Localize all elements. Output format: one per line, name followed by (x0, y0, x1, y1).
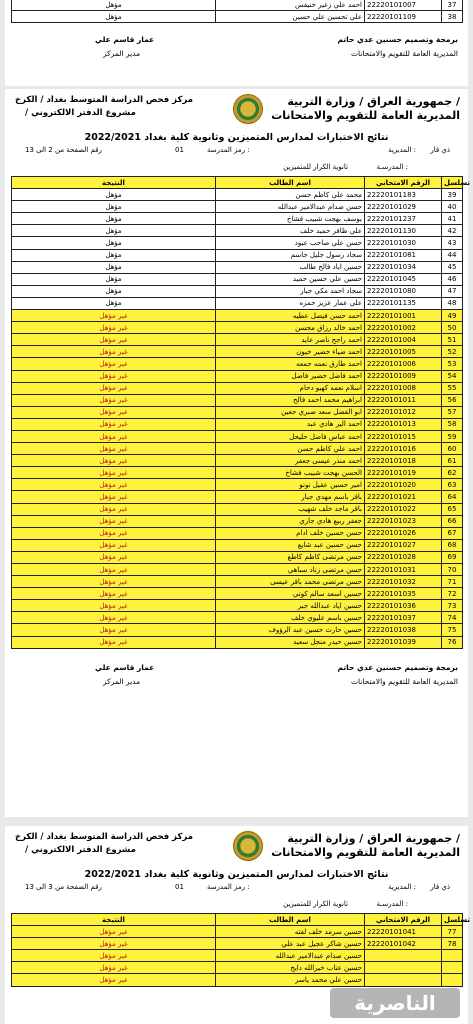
manager-title: مدير المركز (103, 676, 141, 686)
project-title: / مشروع الدفتر الالكتروني (25, 108, 136, 118)
result-cell: غير مؤهل (12, 527, 216, 539)
student-name-cell: يوسف بهجت شبيب فشاخ (216, 213, 365, 225)
table-row (12, 0, 463, 11)
table-row (12, 334, 463, 346)
results-title: نتائج الاختبارات لمدارس المتميزين وثانوية كلية بغداد 2022/2021 (84, 132, 389, 143)
student-name-cell: حسن مرتضى زناد سباهي (216, 564, 365, 576)
page-number: رقم الصفحة من 2 الى 13 (25, 146, 102, 154)
sequence-cell (442, 974, 463, 986)
student-name-cell: احمد عباس فاضل حليحل (216, 430, 365, 442)
sequence-cell: 62 (442, 467, 463, 479)
student-name-cell: علي عمار عزيز حمزه (216, 297, 365, 309)
table-row (12, 467, 463, 479)
exam-number-cell: 22220101009 (365, 370, 442, 382)
student-name-cell: ابراهيم محمد احمد فالح (216, 394, 365, 406)
sequence-cell: 44 (442, 249, 463, 261)
student-name-cell: حسن حسين عبد شايع (216, 539, 365, 551)
student-name-cell: احمد طارق نعمه جمعه (216, 358, 365, 370)
exam-number-cell: 22220101004 (365, 334, 442, 346)
exam-number-cell: 22220101034 (365, 261, 442, 273)
student-name-cell: حسين شاكر عجيل عبد علي (216, 938, 365, 950)
exam-number-cell: 22220101081 (365, 249, 442, 261)
result-cell: غير مؤهل (12, 346, 216, 358)
ministry-logo-icon (233, 831, 263, 861)
table-header-row (12, 177, 463, 189)
result-cell: غير مؤهل (12, 479, 216, 491)
table-row (12, 527, 463, 539)
student-name-cell: احمد الير هادي عبد (216, 418, 365, 430)
result-cell: غير مؤهل (12, 334, 216, 346)
exam-number-cell: 22220101036 (365, 600, 442, 612)
table-row (12, 225, 463, 237)
table-row (12, 346, 463, 358)
table-row (12, 370, 463, 382)
directorate-text: المديرية العامة للتقويم والامتحانات (350, 676, 458, 686)
result-cell: غير مؤهل (12, 443, 216, 455)
exam-number-cell: 22220101016 (365, 443, 442, 455)
result-cell: غير مؤهل (12, 539, 216, 551)
exam-number-cell (365, 950, 442, 962)
table-row (12, 551, 463, 563)
result-cell: غير مؤهل (12, 962, 216, 974)
column-header-name: اسم الطالب (216, 177, 365, 189)
page-footer (5, 31, 468, 61)
exam-number-cell: 22220101022 (365, 503, 442, 515)
exam-number-cell: 22220101080 (365, 285, 442, 297)
exam-number-cell: 22220101028 (365, 551, 442, 563)
result-cell: مؤهل (12, 261, 216, 273)
result-cell: غير مؤهل (12, 926, 216, 938)
sequence-cell: 65 (442, 503, 463, 515)
column-header-exam-number: الرقم الامتحاني (365, 914, 442, 926)
student-name-cell: باقر ماجد خلف شهيب (216, 503, 365, 515)
directorate-label: المديرية : (388, 883, 416, 891)
result-cell: غير مؤهل (12, 418, 216, 430)
result-cell: غير مؤهل (12, 430, 216, 442)
sequence-cell: 61 (442, 455, 463, 467)
sequence-cell: 40 (442, 201, 463, 213)
result-cell: غير مؤهل (12, 612, 216, 624)
sequence-cell: 48 (442, 297, 463, 309)
result-cell: غير مؤهل (12, 406, 216, 418)
sequence-cell: 69 (442, 551, 463, 563)
sequence-cell: 77 (442, 926, 463, 938)
student-name-cell: حسين اسعد سالم كوتي (216, 588, 365, 600)
exam-number-cell: 22220101005 (365, 346, 442, 358)
exam-number-cell: 22220101045 (365, 273, 442, 285)
table-row (12, 479, 463, 491)
result-cell: غير مؤهل (12, 564, 216, 576)
student-name-cell: سجاد رسول جليل جاسم (216, 249, 365, 261)
column-header-result: النتيجة (12, 914, 216, 926)
page-footer (5, 659, 468, 689)
sequence-cell: 60 (442, 443, 463, 455)
result-cell: غير مؤهل (12, 455, 216, 467)
table-row (12, 382, 463, 394)
sequence-cell: 49 (442, 310, 463, 322)
exam-number-cell: 22220101002 (365, 322, 442, 334)
result-cell: غير مؤهل (12, 394, 216, 406)
school-label: المدرسـة : (376, 900, 408, 908)
table-row (12, 962, 463, 974)
school-code-label: رمز المدرسة : (207, 883, 250, 891)
manager-name: عمار قاسم علي (95, 35, 155, 45)
designer-credit: برمجة وتصميم حسنين عدي حاتم (337, 35, 458, 45)
result-cell: غير مؤهل (12, 551, 216, 563)
sheet-page-2 (5, 89, 468, 817)
designer-credit: برمجة وتصميم حسنين عدي حاتم (337, 662, 458, 672)
exam-number-cell: 22220101023 (365, 515, 442, 527)
table-row (12, 322, 463, 334)
sequence-cell: 52 (442, 346, 463, 358)
exam-number-cell: 22220101011 (365, 394, 442, 406)
result-cell: مؤهل (12, 0, 216, 11)
school-value: ثانوية الكرار للمتميزين (283, 163, 348, 171)
student-name-cell: محمد علي كاظم حسن (216, 189, 365, 201)
table-row (12, 249, 463, 261)
table-row (12, 213, 463, 225)
student-name-cell: حسين اياد فالح طالب (216, 261, 365, 273)
result-cell: مؤهل (12, 273, 216, 285)
table-row (12, 310, 463, 322)
sequence-cell: 70 (442, 564, 463, 576)
school-label: المدرسـة : (376, 163, 408, 171)
exam-number-cell: 22220101029 (365, 201, 442, 213)
sequence-cell: 58 (442, 418, 463, 430)
exam-number-cell: 22220101135 (365, 297, 442, 309)
result-cell: غير مؤهل (12, 938, 216, 950)
sequence-cell: 45 (442, 261, 463, 273)
table-row (12, 443, 463, 455)
table-row (12, 576, 463, 588)
exam-number-cell: 22220101109 (365, 11, 442, 23)
sequence-cell: 67 (442, 527, 463, 539)
result-cell: غير مؤهل (12, 588, 216, 600)
table-row (12, 491, 463, 503)
student-name-cell: احمد حسن فيصل عطيه (216, 310, 365, 322)
exam-number-cell: 22220101013 (365, 418, 442, 430)
sequence-cell: 71 (442, 576, 463, 588)
student-name-cell: احمد علي زغير خنيفس (216, 0, 365, 11)
result-cell: غير مؤهل (12, 322, 216, 334)
student-name-cell: حسين صدام عبدالامير عبدالله (216, 950, 365, 962)
student-name-cell: باقر باسم مهدي جبار (216, 491, 365, 503)
student-name-cell: الحسن بهجت شبيب فشاخ (216, 467, 365, 479)
result-cell: مؤهل (12, 237, 216, 249)
manager-title: مدير المركز (103, 49, 141, 59)
table-row (12, 564, 463, 576)
center-title: مركز فحص الدراسة المتوسط بغداد / الكرخ (15, 95, 193, 105)
student-name-cell: حسن حسين خلف ادام (216, 527, 365, 539)
sequence-cell: 72 (442, 588, 463, 600)
sequence-cell: 46 (442, 273, 463, 285)
result-cell: غير مؤهل (12, 467, 216, 479)
student-name-cell: حسن صدام عبدالامير عبدالله (216, 201, 365, 213)
exam-number-cell: 22220101007 (365, 0, 442, 11)
table-row (12, 201, 463, 213)
table-row (12, 636, 463, 648)
republic-title: جمهورية العراق / وزارة التربية / (287, 832, 460, 845)
exam-number-cell: 22220101001 (365, 310, 442, 322)
table-row (12, 261, 463, 273)
table-row (12, 539, 463, 551)
table-row (12, 515, 463, 527)
student-name-cell: سجاد احمد مكي جبار (216, 285, 365, 297)
result-cell: غير مؤهل (12, 370, 216, 382)
sequence-cell: 53 (442, 358, 463, 370)
table-row (12, 394, 463, 406)
student-name-cell: امير حسين عقيل نونو (216, 479, 365, 491)
table-row (12, 503, 463, 515)
result-cell: غير مؤهل (12, 503, 216, 515)
sequence-cell: 47 (442, 285, 463, 297)
result-cell: مؤهل (12, 297, 216, 309)
table-row (12, 285, 463, 297)
school-code-value: 01 (175, 883, 184, 891)
exam-number-cell: 22220101032 (365, 576, 442, 588)
table-row (12, 938, 463, 950)
results-title: نتائج الاختبارات لمدارس المتميزين وثانوية كلية بغداد 2022/2021 (84, 869, 389, 880)
result-cell: غير مؤهل (12, 310, 216, 322)
column-header-exam-number: الرقم الامتحاني (365, 177, 442, 189)
table-row (12, 455, 463, 467)
student-name-cell: علي ظافر حميد خلف (216, 225, 365, 237)
student-name-cell: حسين سرمد خلف لفته (216, 926, 365, 938)
result-cell: مؤهل (12, 201, 216, 213)
exam-number-cell: 22220101008 (365, 382, 442, 394)
student-name-cell: ابو الفضل سعد صبري جعين (216, 406, 365, 418)
directorate-label: المديرية : (388, 146, 416, 154)
table-row (12, 237, 463, 249)
sequence-cell (442, 950, 463, 962)
student-name-cell: احمد منذر عيسى جعفر (216, 455, 365, 467)
result-cell: غير مؤهل (12, 950, 216, 962)
sequence-cell: 74 (442, 612, 463, 624)
project-title: / مشروع الدفتر الالكتروني (25, 845, 136, 855)
exam-number-cell: 22220101020 (365, 479, 442, 491)
exam-number-cell: 22220101026 (365, 527, 442, 539)
exam-number-cell: 22220101019 (365, 467, 442, 479)
student-name-cell: حسين علي حسين حميد (216, 273, 365, 285)
result-cell: مؤهل (12, 285, 216, 297)
watermark-logo: الناصرية (330, 988, 460, 1018)
sequence-cell: 66 (442, 515, 463, 527)
student-name-cell: حسن علي صاحب عبود (216, 237, 365, 249)
table-row (12, 588, 463, 600)
sequence-cell: 37 (442, 0, 463, 11)
student-name-cell: حسين حيدر منجل سعيد (216, 636, 365, 648)
exam-number-cell: 22220101130 (365, 225, 442, 237)
sheet-page-3 (5, 826, 468, 1024)
table-row (12, 418, 463, 430)
sequence-cell: 73 (442, 600, 463, 612)
exam-number-cell (365, 974, 442, 986)
sequence-cell: 51 (442, 334, 463, 346)
results-table (11, 176, 470, 649)
exam-number-cell: 22220101038 (365, 624, 442, 636)
result-cell: مؤهل (12, 11, 216, 23)
exam-number-cell: 22220101237 (365, 213, 442, 225)
exam-number-cell: 22220101041 (365, 926, 442, 938)
directorate-title: المديرية العامة للتقويم والامتحانات (271, 109, 460, 122)
manager-name: عمار قاسم علي (95, 662, 155, 672)
table-row (12, 926, 463, 938)
sheet-page-1-tail (5, 0, 468, 86)
result-cell: غير مؤهل (12, 974, 216, 986)
results-table (11, 0, 463, 23)
table-row (12, 624, 463, 636)
result-cell: مؤهل (12, 225, 216, 237)
sequence-cell: 55 (442, 382, 463, 394)
sequence-cell: 42 (442, 225, 463, 237)
sequence-cell: 54 (442, 370, 463, 382)
table-row (12, 358, 463, 370)
student-name-cell: حسن مرتضى كاظم كاطع (216, 551, 365, 563)
result-cell: مؤهل (12, 189, 216, 201)
directorate-title: المديرية العامة للتقويم والامتحانات (271, 846, 460, 859)
sequence-cell: 57 (442, 406, 463, 418)
student-name-cell: حسين علي محمد ياسر (216, 974, 365, 986)
student-name-cell: احمد خالد رزاق محسن (216, 322, 365, 334)
student-name-cell: حسين باسم عليوي خلف (216, 612, 365, 624)
result-cell: مؤهل (12, 249, 216, 261)
sequence-cell: 78 (442, 938, 463, 950)
result-cell: غير مؤهل (12, 624, 216, 636)
result-cell: غير مؤهل (12, 491, 216, 503)
student-name-cell: احمد فاضل خضير فاضل (216, 370, 365, 382)
result-cell: غير مؤهل (12, 382, 216, 394)
table-header-row (12, 914, 463, 926)
ministry-logo-icon (233, 94, 263, 124)
sequence-cell: 68 (442, 539, 463, 551)
exam-number-cell: 22220101006 (365, 358, 442, 370)
exam-number-cell: 22220101035 (365, 588, 442, 600)
exam-number-cell: 22220101039 (365, 636, 442, 648)
result-cell: غير مؤهل (12, 515, 216, 527)
school-value: ثانوية الكرار للمتميزين (283, 900, 348, 908)
sequence-cell: 75 (442, 624, 463, 636)
school-code-label: رمز المدرسة : (207, 146, 250, 154)
result-cell: غير مؤهل (12, 358, 216, 370)
table-row (12, 974, 463, 986)
sequence-cell: 43 (442, 237, 463, 249)
page-header (5, 89, 468, 176)
student-name-cell: حسن مرتضى محمد باقر عيسى (216, 576, 365, 588)
student-name-cell: احمد ضياء خضير خيون (216, 346, 365, 358)
result-cell: مؤهل (12, 213, 216, 225)
student-name-cell: جعفر ربيع هادي جاري (216, 515, 365, 527)
page-header (5, 826, 468, 913)
exam-number-cell: 22220101021 (365, 491, 442, 503)
table-row (12, 950, 463, 962)
exam-number-cell: 22220101042 (365, 938, 442, 950)
student-name-cell: احمد راجح ناصر عايد (216, 334, 365, 346)
student-name-cell: احمد علي كاظم حسن (216, 443, 365, 455)
table-row (12, 273, 463, 285)
sequence-cell: 64 (442, 491, 463, 503)
exam-number-cell: 22220101027 (365, 539, 442, 551)
school-code-value: 01 (175, 146, 184, 154)
table-row (12, 600, 463, 612)
result-cell: غير مؤهل (12, 576, 216, 588)
exam-number-cell: 22220101030 (365, 237, 442, 249)
directorate-value: ذي قار (430, 883, 450, 891)
sequence-cell: 59 (442, 430, 463, 442)
sequence-cell: 63 (442, 479, 463, 491)
directorate-text: المديرية العامة للتقويم والامتحانات (350, 49, 458, 59)
exam-number-cell: 22220101037 (365, 612, 442, 624)
table-row (12, 11, 463, 23)
student-name-cell: حسين اياد عبدالله جبر (216, 600, 365, 612)
student-name-cell: حسين عتاب خيرالله دايخ (216, 962, 365, 974)
table-row (12, 406, 463, 418)
student-name-cell: علي تحسين علي حسين (216, 11, 365, 23)
directorate-value: ذي قار (430, 146, 450, 154)
table-row (12, 612, 463, 624)
results-table (11, 913, 470, 987)
table-row (12, 430, 463, 442)
result-cell: غير مؤهل (12, 636, 216, 648)
sequence-cell: 76 (442, 636, 463, 648)
page-number: رقم الصفحة من 3 الى 13 (25, 883, 102, 891)
student-name-cell: اسلام نعمه كهيو دحام (216, 382, 365, 394)
column-header-name: اسم الطالب (216, 914, 365, 926)
result-cell: غير مؤهل (12, 600, 216, 612)
exam-number-cell: 22220101183 (365, 189, 442, 201)
sequence-cell (442, 962, 463, 974)
exam-number-cell (365, 962, 442, 974)
exam-number-cell: 22220101015 (365, 430, 442, 442)
sequence-cell: 56 (442, 394, 463, 406)
center-title: مركز فحص الدراسة المتوسط بغداد / الكرخ (15, 832, 193, 842)
column-header-sequence: تسلسل (442, 177, 463, 189)
republic-title: جمهورية العراق / وزارة التربية / (287, 95, 460, 108)
table-row (12, 297, 463, 309)
exam-number-cell: 22220101012 (365, 406, 442, 418)
sequence-cell: 50 (442, 322, 463, 334)
sequence-cell: 39 (442, 189, 463, 201)
student-name-cell: حسين حارث حسين عبد الرؤوف (216, 624, 365, 636)
exam-number-cell: 22220101018 (365, 455, 442, 467)
table-row (12, 189, 463, 201)
sequence-cell: 41 (442, 213, 463, 225)
sequence-cell: 38 (442, 11, 463, 23)
column-header-result: النتيجة (12, 177, 216, 189)
column-header-sequence: تسلسل (442, 914, 463, 926)
exam-number-cell: 22220101031 (365, 564, 442, 576)
